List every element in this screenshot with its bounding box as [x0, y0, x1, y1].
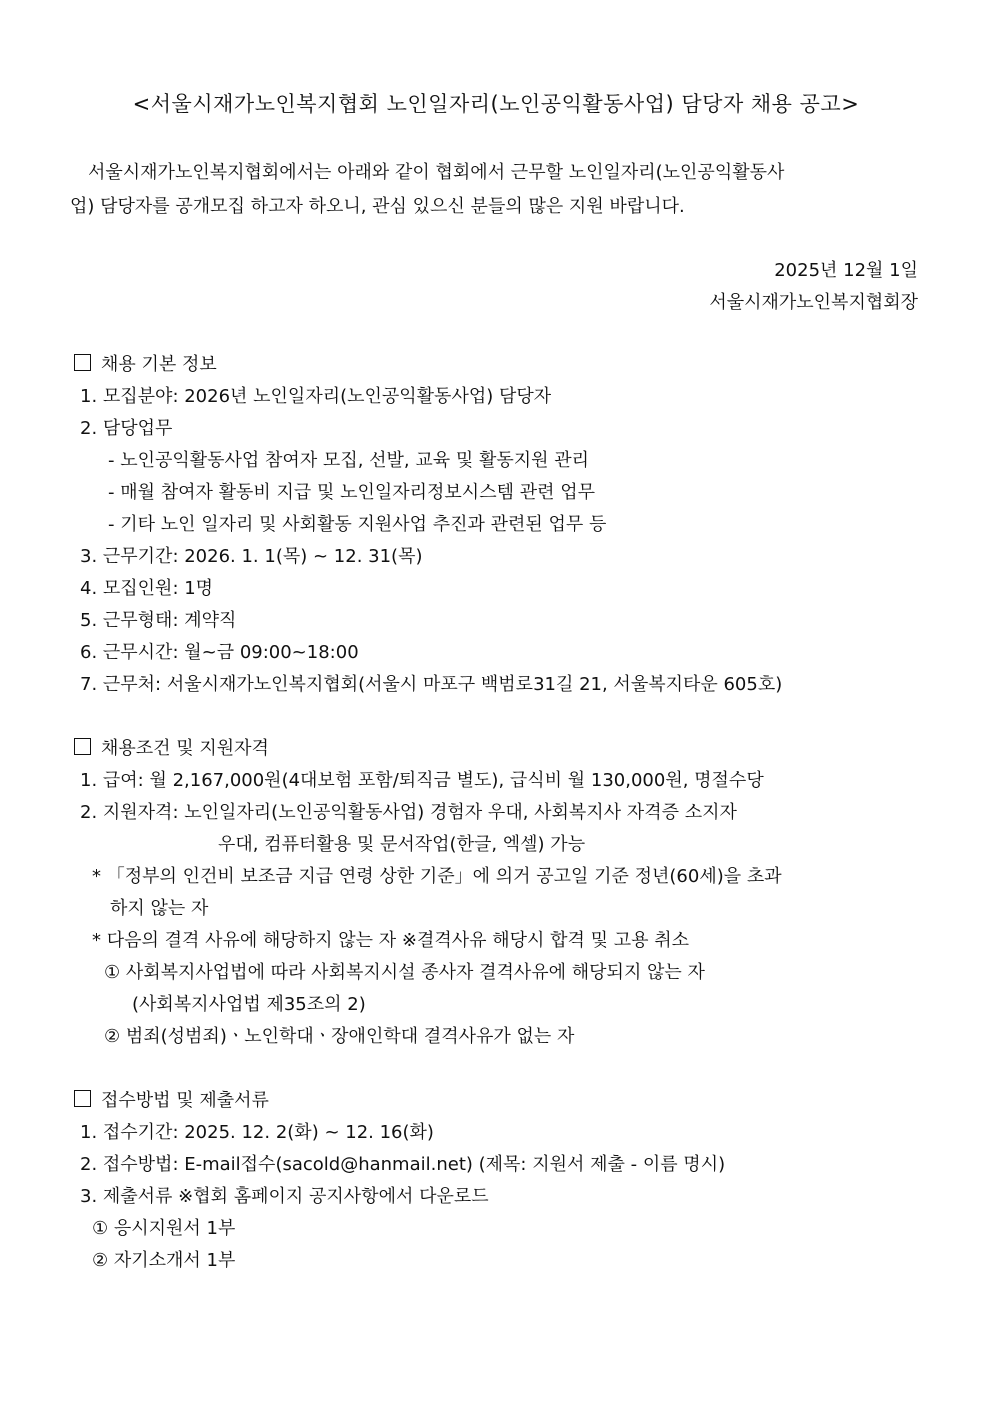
- condition-item: ① 사회복지사업법에 따라 사회복지시설 종사자 결격사유에 해당되지 않는 자: [104, 962, 705, 983]
- condition-item: ② 범죄(성범죄)ㆍ노인학대ㆍ장애인학대 결격사유가 없는 자: [104, 1026, 575, 1047]
- issue-block: [709, 255, 918, 319]
- intro-line: 업) 담당자를 공개모집 하고자 하오니, 관심 있으신 분들의 많은 지원 바랍니다.: [70, 196, 685, 217]
- list-item: 1. 모집분야: 2026년 노인일자리(노인공익활동사업) 담당자: [80, 386, 552, 407]
- section-heading-text: 접수방법 및 제출서류: [101, 1090, 269, 1111]
- note-item: * 다음의 결격 사유에 해당하지 않는 자 ※결격사유 해당시 합격 및 고용 취소: [92, 930, 689, 951]
- intro-paragraph: [70, 156, 922, 224]
- note-item-continuation: 하지 않는 자: [110, 898, 209, 919]
- duty-item: - 매월 참여자 활동비 지급 및 노인일자리정보시스템 관련 업무: [108, 482, 595, 503]
- list-item: 1. 접수기간: 2025. 12. 2(화) ~ 12. 16(화): [80, 1122, 434, 1143]
- page-title: <서울시재가노인복지협회 노인일자리(노인공익활동사업) 담당자 채용 공고>: [132, 92, 860, 116]
- section-heading-text: 채용조건 및 지원자격: [101, 738, 269, 759]
- list-item-continuation: 우대, 컴퓨터활용 및 문서작업(한글, 엑셀) 가능: [218, 834, 586, 855]
- duty-item: - 기타 노인 일자리 및 사회활동 지원사업 추진과 관련된 업무 등: [108, 514, 607, 535]
- section-heading-conditions: [74, 736, 269, 762]
- list-item: 1. 급여: 월 2,167,000원(4대보험 포함/퇴직금 별도), 급식비 월 130,000원, 명절수당: [80, 770, 764, 791]
- section-heading-basic-info: [74, 352, 217, 378]
- document-item: ② 자기소개서 1부: [92, 1250, 236, 1271]
- issuer: 서울시재가노인복지협회장: [709, 292, 918, 313]
- checkbox-square-icon: [74, 1090, 91, 1107]
- list-item: 2. 접수방법: E-mail접수(sacold@hanmail.net) (제목: 지원서 제출 - 이름 명시): [80, 1154, 726, 1175]
- list-item: 3. 근무기간: 2026. 1. 1(목) ~ 12. 31(목): [80, 546, 423, 567]
- list-item: 2. 지원자격: 노인일자리(노인공익활동사업) 경험자 우대, 사회복지사 자격증 소지자: [80, 802, 737, 823]
- list-item: 5. 근무형태: 계약직: [80, 610, 237, 631]
- document-item: ① 응시지원서 1부: [92, 1218, 236, 1239]
- issue-date: 2025년 12월 1일: [774, 260, 918, 281]
- list-item: 4. 모집인원: 1명: [80, 578, 214, 599]
- list-item: 2. 담당업무: [80, 418, 173, 439]
- section-heading-text: 채용 기본 정보: [101, 354, 217, 375]
- condition-item-continuation: (사회복지사업법 제35조의 2): [132, 994, 366, 1015]
- list-item: 7. 근무처: 서울시재가노인복지협회(서울시 마포구 백범로31길 21, 서울복지타운 605호): [80, 674, 783, 695]
- checkbox-square-icon: [74, 354, 91, 371]
- list-item: 6. 근무시간: 월~금 09:00~18:00: [80, 642, 359, 663]
- note-item: * 「정부의 인건비 보조금 지급 연령 상한 기준」에 의거 공고일 기준 정년(60세)을 초과: [92, 866, 782, 887]
- duty-item: - 노인공익활동사업 참여자 모집, 선발, 교육 및 활동지원 관리: [108, 450, 590, 471]
- checkbox-square-icon: [74, 738, 91, 755]
- list-item: 3. 제출서류 ※협회 홈페이지 공지사항에서 다운로드: [80, 1186, 489, 1207]
- section-heading-application: [74, 1088, 269, 1114]
- intro-line: 서울시재가노인복지협회에서는 아래와 같이 협회에서 근무할 노인일자리(노인공익활동사: [88, 162, 785, 183]
